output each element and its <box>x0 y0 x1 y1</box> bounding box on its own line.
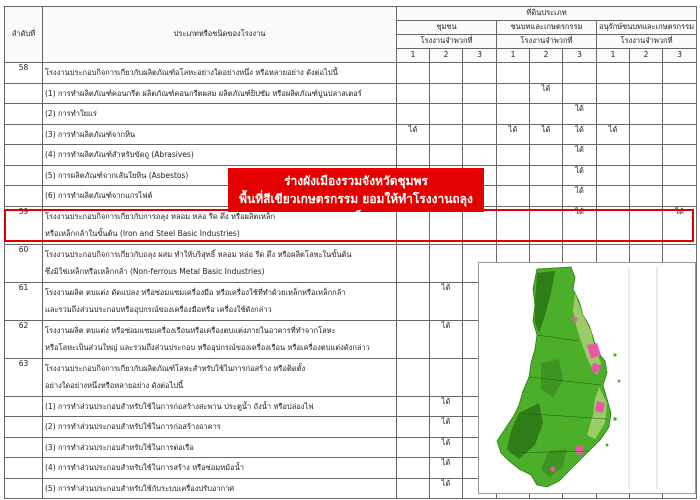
allowed-mark: ได้ <box>575 165 584 175</box>
row-number: 58 <box>5 63 43 84</box>
permission-cell <box>563 165 597 186</box>
permission-cell <box>597 63 630 84</box>
allowed-mark: ได้ <box>675 206 684 216</box>
factory-type-cell <box>43 104 397 125</box>
permission-cell <box>430 458 463 479</box>
factory-type-text: (1) การทำส่วนประกอบสำหรับใช้ในการก่อสร้างสะพาน ประตูน้ำ ถังน้ำ หรือปล่องไฟ <box>45 401 314 411</box>
factory-type-cell <box>43 478 397 499</box>
allowed-mark: ได้ <box>441 437 451 447</box>
permission-cell <box>397 358 430 396</box>
factory-type-cell <box>43 320 397 358</box>
row-number <box>5 165 43 186</box>
row-number <box>5 83 43 104</box>
chumphon-zoning-map <box>478 262 696 494</box>
factory-type-text: โรงงานผลิต ตบแต่ง ดัดแปลง หรือซ่อมแซมเครื่องมือ หรือเครื่องใช้ที่ทำด้วยเหล็กหรือเหล็กกล้า <box>45 287 346 297</box>
permission-cell <box>497 63 530 84</box>
permission-cell <box>630 186 663 207</box>
permission-cell <box>630 104 663 125</box>
allowed-mark: ได้ <box>441 458 451 467</box>
permission-cell <box>663 145 697 166</box>
allowed-mark: ได้ <box>441 396 451 406</box>
permission-cell <box>530 63 563 84</box>
allowed-mark: ได้ <box>575 124 584 134</box>
permission-cell <box>630 63 663 84</box>
permission-cell <box>430 417 463 438</box>
permission-cell <box>430 282 463 320</box>
permission-cell <box>397 83 430 104</box>
row-number: 61 <box>5 282 43 320</box>
permission-cell <box>397 124 430 145</box>
permission-cell <box>397 145 430 166</box>
permission-cell <box>630 206 663 244</box>
permission-cell <box>397 104 430 125</box>
factory-type-text: โรงงานประกอบกิจการเกี่ยวกับผลิตภัณฑ์อโลหะอย่างใดอย่างหนึ่ง หรือหลายอย่าง ดังต่อไปนี้ <box>45 68 338 77</box>
factory-type-cell <box>43 417 397 438</box>
allowed-mark: ได้ <box>441 320 451 330</box>
factory-type-text: (1) การทำผลิตภัณฑ์คอนกรีต ผลิตภัณฑ์คอนกรีตผสม ผลิตภัณฑ์ยิปซัม หรือผลิตภัณฑ์ปูนปลาสเตอร์ <box>45 88 362 98</box>
permission-cell <box>430 244 463 282</box>
permission-cell <box>497 145 530 166</box>
table-row <box>5 83 697 104</box>
permission-cell <box>597 124 630 145</box>
factory-type-text: ซึ่งมิใช่เหล็กหรือเหล็กกล้า (Non-ferrous Metal Basic Industries) <box>45 267 265 276</box>
row-number: 62 <box>5 320 43 358</box>
allowed-mark: ได้ <box>508 124 518 134</box>
permission-cell <box>397 282 430 320</box>
permission-cell <box>530 83 563 104</box>
row-number <box>5 437 43 458</box>
factory-type-text: โรงงานประกอบกิจการเกี่ยวกับผลิตภัณฑ์โลหะสำหรับใช้ในการก่อสร้าง หรือติดตั้ง <box>45 363 306 373</box>
permission-cell <box>463 83 497 104</box>
permission-cell <box>430 124 463 145</box>
factory-type-text: หรือโลหะเป็นส่วนใหญ่ และรวมถึงส่วนประกอบ หรืออุปกรณ์ของเครื่องเรือน หรือเครื่องตบแต่งดังกล่าว <box>45 343 370 352</box>
permission-cell <box>597 165 630 186</box>
factory-type-cell <box>43 458 397 479</box>
permission-cell <box>430 320 463 358</box>
row-number <box>5 458 43 479</box>
permission-cell <box>563 63 597 84</box>
permission-cell <box>530 186 563 207</box>
class-number: 3 <box>563 49 597 63</box>
factory-type-cell <box>43 282 397 320</box>
factory-type-cell <box>43 244 397 282</box>
allowed-mark: ได้ <box>608 124 618 134</box>
factory-type-text: โรงงานผลิต ตบแต่ง หรือซ่อมแซมเครื่องเรือนหรือเครื่องตบแต่งภายในอาคารที่ทำจากโลหะ <box>45 325 336 335</box>
banner-title: ร่างผังเมืองรวมจังหวัดชุมพร <box>284 174 428 188</box>
usage-header: ที่ดินประเภท <box>397 7 697 21</box>
factory-type-text: โรงงานประกอบกิจการเกี่ยวกับการถลุง หลอม หล่อ รีด ดึง หรือผลิตเหล็ก <box>45 211 276 221</box>
permission-cell <box>597 186 630 207</box>
group-header-community: ชุมชน <box>397 21 497 35</box>
class-number: 2 <box>630 49 663 63</box>
row-number <box>5 396 43 417</box>
class-header: โรงงานจำพวกที่ <box>597 35 697 49</box>
permission-cell <box>430 478 463 499</box>
permission-cell <box>630 165 663 186</box>
permission-cell <box>463 145 497 166</box>
class-header: โรงงานจำพวกที่ <box>497 35 597 49</box>
class-number: 1 <box>597 49 630 63</box>
province-map-image <box>479 263 695 493</box>
permission-cell <box>430 145 463 166</box>
permission-cell <box>597 206 630 244</box>
permission-cell <box>463 104 497 125</box>
permission-cell <box>563 206 597 244</box>
row-number: 63 <box>5 358 43 396</box>
permission-cell <box>430 83 463 104</box>
row-number <box>5 417 43 438</box>
class-number: 1 <box>397 49 430 63</box>
class-header: โรงงานจำพวกที่ <box>397 35 497 49</box>
order-header: ลำดับที่ <box>5 7 43 63</box>
row-number <box>5 186 43 207</box>
banner-subtitle: พื้นที่สีเขียวเกษตรกรรม ยอมให้ทำโรงงานถลุงเหล็ก <box>239 192 473 224</box>
class-number: 2 <box>430 49 463 63</box>
permission-cell <box>397 244 430 282</box>
permission-cell <box>630 83 663 104</box>
permission-cell <box>497 186 530 207</box>
class-number: 1 <box>497 49 530 63</box>
class-number: 3 <box>463 49 497 63</box>
permission-cell <box>397 417 430 438</box>
factory-type-text: (3) การทำผลิตภัณฑ์จากหิน <box>45 129 136 139</box>
permission-cell <box>397 396 430 417</box>
table-row <box>5 124 697 145</box>
factory-type-text: อย่างใดอย่างหนึ่งหรือหลายอย่าง ดังต่อไปนี้ <box>45 381 184 390</box>
allowed-mark: ได้ <box>441 478 451 488</box>
permission-cell <box>530 124 563 145</box>
allowed-mark: ได้ <box>541 83 551 93</box>
permission-cell <box>563 124 597 145</box>
row-number: 59 <box>5 206 43 244</box>
factory-type-text: (2) การทำส่วนประกอบสำหรับใช้ในการก่อสร้างอาคาร <box>45 422 221 431</box>
factory-type-cell <box>43 124 397 145</box>
table-row <box>5 145 697 166</box>
permission-cell <box>397 320 430 358</box>
permission-cell <box>497 104 530 125</box>
class-number: 2 <box>530 49 563 63</box>
factory-type-cell <box>43 396 397 417</box>
permission-cell <box>597 104 630 125</box>
permission-cell <box>630 124 663 145</box>
zoning-banner <box>228 168 484 224</box>
permission-cell <box>663 124 697 145</box>
permission-cell <box>397 437 430 458</box>
factory-type-cell <box>43 63 397 84</box>
allowed-mark: ได้ <box>441 282 451 292</box>
allowed-mark: ได้ <box>575 206 584 216</box>
permission-cell <box>497 206 530 244</box>
row-number <box>5 478 43 499</box>
permission-cell <box>597 145 630 166</box>
permission-cell <box>430 396 463 417</box>
permission-cell <box>663 63 697 84</box>
allowed-mark: ได้ <box>575 186 584 195</box>
factory-type-text: (2) การทำใยแร่ <box>45 109 97 118</box>
class-number: 3 <box>663 49 697 63</box>
factory-type-text: (3) การทำส่วนประกอบสำหรับใช้ในการต่อเรือ <box>45 442 194 452</box>
permission-cell <box>663 186 697 207</box>
permission-cell <box>563 145 597 166</box>
factory-type-text: (4) การทำผลิตภัณฑ์สำหรับขัดถู (Abrasives) <box>45 150 194 159</box>
table-row <box>5 63 697 84</box>
permission-cell <box>497 83 530 104</box>
factory-type-cell <box>43 358 397 396</box>
permission-cell <box>430 63 463 84</box>
factory-type-text: (6) การทำผลิตภัณฑ์จากแกรไฟต์ <box>45 191 153 200</box>
permission-cell <box>530 145 563 166</box>
row-number <box>5 104 43 125</box>
permission-cell <box>597 83 630 104</box>
permission-cell <box>530 104 563 125</box>
permission-cell <box>497 165 530 186</box>
allowed-mark: ได้ <box>575 145 584 154</box>
factory-type-text: (5) การผลิตภัณฑ์จากเส้นใยหิน (Asbestos) <box>45 170 189 180</box>
factory-type-text: (5) การทำส่วนประกอบสำหรับใช้กับระบบเครื่องปรับอากาศ <box>45 483 235 493</box>
permission-cell <box>563 104 597 125</box>
table-row <box>5 104 697 125</box>
allowed-mark: ได้ <box>575 104 584 113</box>
permission-cell <box>397 458 430 479</box>
factory-type-cell <box>43 83 397 104</box>
allowed-mark: ได้ <box>408 124 418 134</box>
type-header: ประเภทหรือชนิดของโรงงาน <box>43 7 397 63</box>
permission-cell <box>530 165 563 186</box>
permission-cell <box>663 104 697 125</box>
permission-cell <box>430 358 463 396</box>
permission-cell <box>430 437 463 458</box>
allowed-mark: ได้ <box>541 124 551 134</box>
permission-cell <box>530 206 563 244</box>
row-number <box>5 124 43 145</box>
permission-cell <box>663 165 697 186</box>
permission-cell <box>563 83 597 104</box>
group-header-rural-agri: ชนบทและเกษตรกรรม <box>497 21 597 35</box>
permission-cell <box>397 478 430 499</box>
row-number: 60 <box>5 244 43 282</box>
factory-type-text: โรงงานประกอบกิจการเกี่ยวกับถลุง ผสม ทำให้บริสุทธิ์ หลอม หล่อ รีด ดึง หรือผลิตโลหะในขั้นต้น <box>45 249 352 259</box>
permission-cell <box>397 63 430 84</box>
row-number <box>5 145 43 166</box>
factory-type-text: (4) การทำส่วนประกอบสำหรับใช้ในการสร้าง หรือซ่อมหม้อน้ำ <box>45 463 244 472</box>
factory-type-text: และรวมถึงส่วนประกอบหรืออุปกรณ์ของเครื่องมือหรือ เครื่องใช้ดังกล่าว <box>45 305 272 314</box>
factory-type-text: หรือเหล็กกล้าในขั้นต้น (Iron and Steel Basic Industries) <box>45 229 240 238</box>
permission-cell <box>663 206 697 244</box>
permission-cell <box>663 83 697 104</box>
permission-cell <box>630 145 663 166</box>
permission-cell <box>563 186 597 207</box>
group-header-rural-conservation: อนุรักษ์ชนบทและเกษตรกรรม <box>597 21 697 35</box>
permission-cell <box>430 104 463 125</box>
permission-cell <box>463 124 497 145</box>
factory-type-cell <box>43 437 397 458</box>
factory-type-cell <box>43 145 397 166</box>
permission-cell <box>497 124 530 145</box>
permission-cell <box>463 63 497 84</box>
allowed-mark: ได้ <box>441 417 451 426</box>
